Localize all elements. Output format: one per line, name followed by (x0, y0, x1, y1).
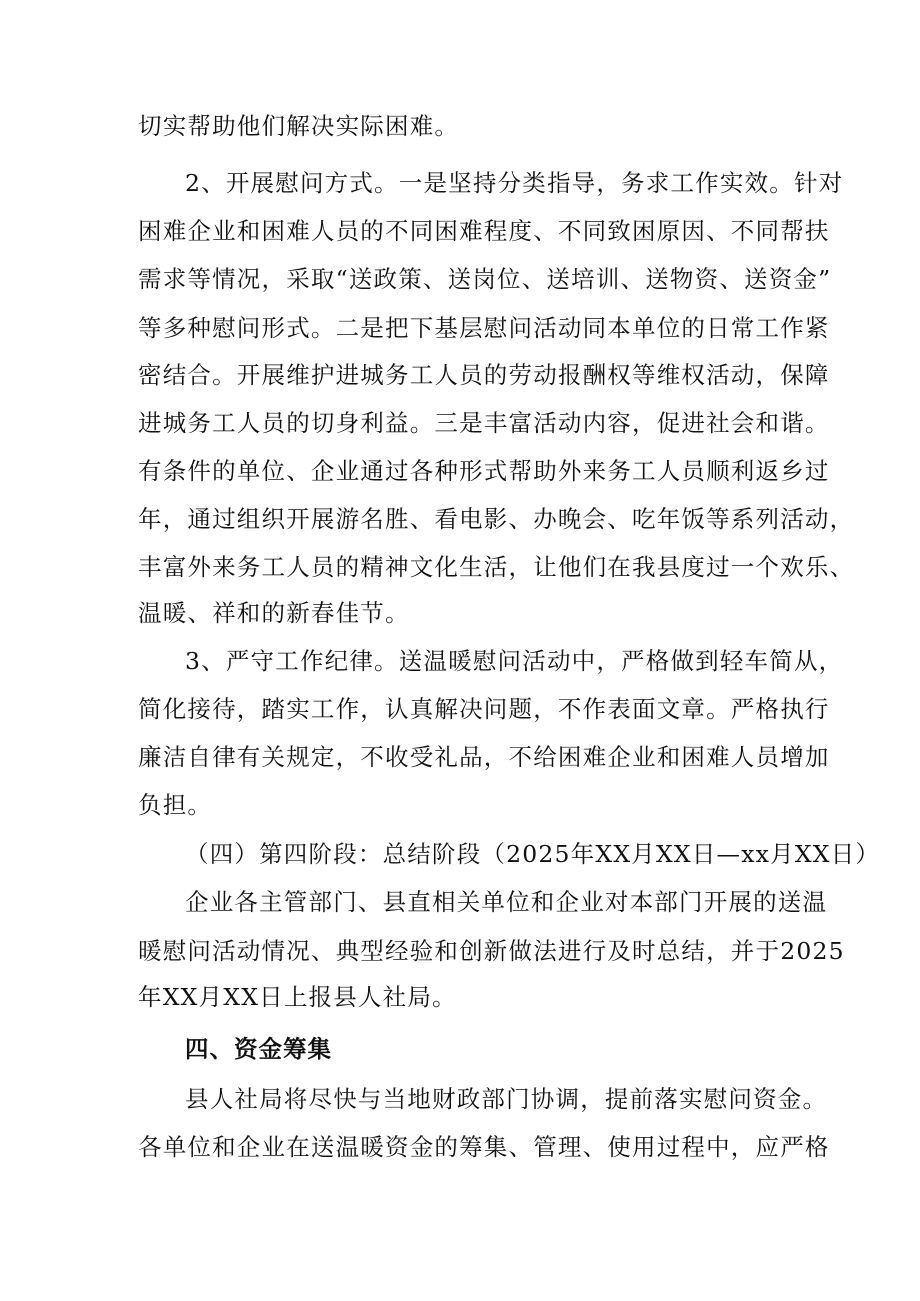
paragraph-line: 进城务工人员的切身利益。三是丰富活动内容，促进社会和谐。 (138, 409, 830, 437)
paragraph-line: 各单位和企业在送温暖资金的筹集、管理、使用过程中，应严格 (138, 1133, 830, 1161)
paragraph-line: 暖慰问活动情况、典型经验和创新做法进行及时总结，并于2025 (138, 937, 845, 965)
paragraph-line: 丰富外来务工人员的精神文化生活，让他们在我县度过一个欢乐、 (138, 553, 855, 581)
paragraph-line: 3、严守工作纪律。送温暖慰问活动中，严格做到轻车简从， (185, 647, 844, 675)
paragraph-line: 年，通过组织开展游名胜、看电影、办晚会、吃年饭等系列活动， (138, 505, 855, 533)
paragraph-line: 有条件的单位、企业通过各种形式帮助外来务工人员顺利返乡过 (138, 457, 830, 485)
paragraph-line: 需求等情况，采取“送政策、送岗位、送培训、送物资、送资金” (138, 265, 832, 293)
paragraph-line: 2、开展慰问方式。一是坚持分类指导，务求工作实效。针对 (185, 169, 844, 197)
paragraph-line: 等多种慰问形式。二是把下基层慰问活动同本单位的日常工作紧 (138, 314, 830, 342)
paragraph-line: 县人社局将尽快与当地财政部门协调，提前落实慰问资金。 (185, 1085, 828, 1113)
paragraph-line: （四）第四阶段：总结阶段（2025年XX月XX日—xx月XX日） (185, 840, 881, 868)
paragraph-line: 廉洁自律有关规定，不收受礼品，不给困难企业和困难人员增加 (138, 743, 830, 771)
paragraph-line: 企业各主管部门、县直相关单位和企业对本部门开展的送温 (185, 888, 828, 916)
section-heading: 四、资金筹集 (185, 1035, 332, 1063)
paragraph-line: 年XX月XX日上报县人社局。 (138, 983, 457, 1011)
paragraph-line: 负担。 (138, 791, 213, 819)
paragraph-line: 密结合。开展维护进城务工人员的劳动报酬权等维权活动，保障 (138, 361, 830, 389)
paragraph-line: 困难企业和困难人员的不同困难程度、不同致困原因、不同帮扶 (138, 217, 830, 245)
paragraph-line: 切实帮助他们解决实际困难。 (138, 112, 460, 140)
paragraph-line: 简化接待，踏实工作，认真解决问题，不作表面文章。严格执行 (138, 695, 830, 723)
paragraph-line: 温暖、祥和的新春佳节。 (138, 599, 410, 627)
